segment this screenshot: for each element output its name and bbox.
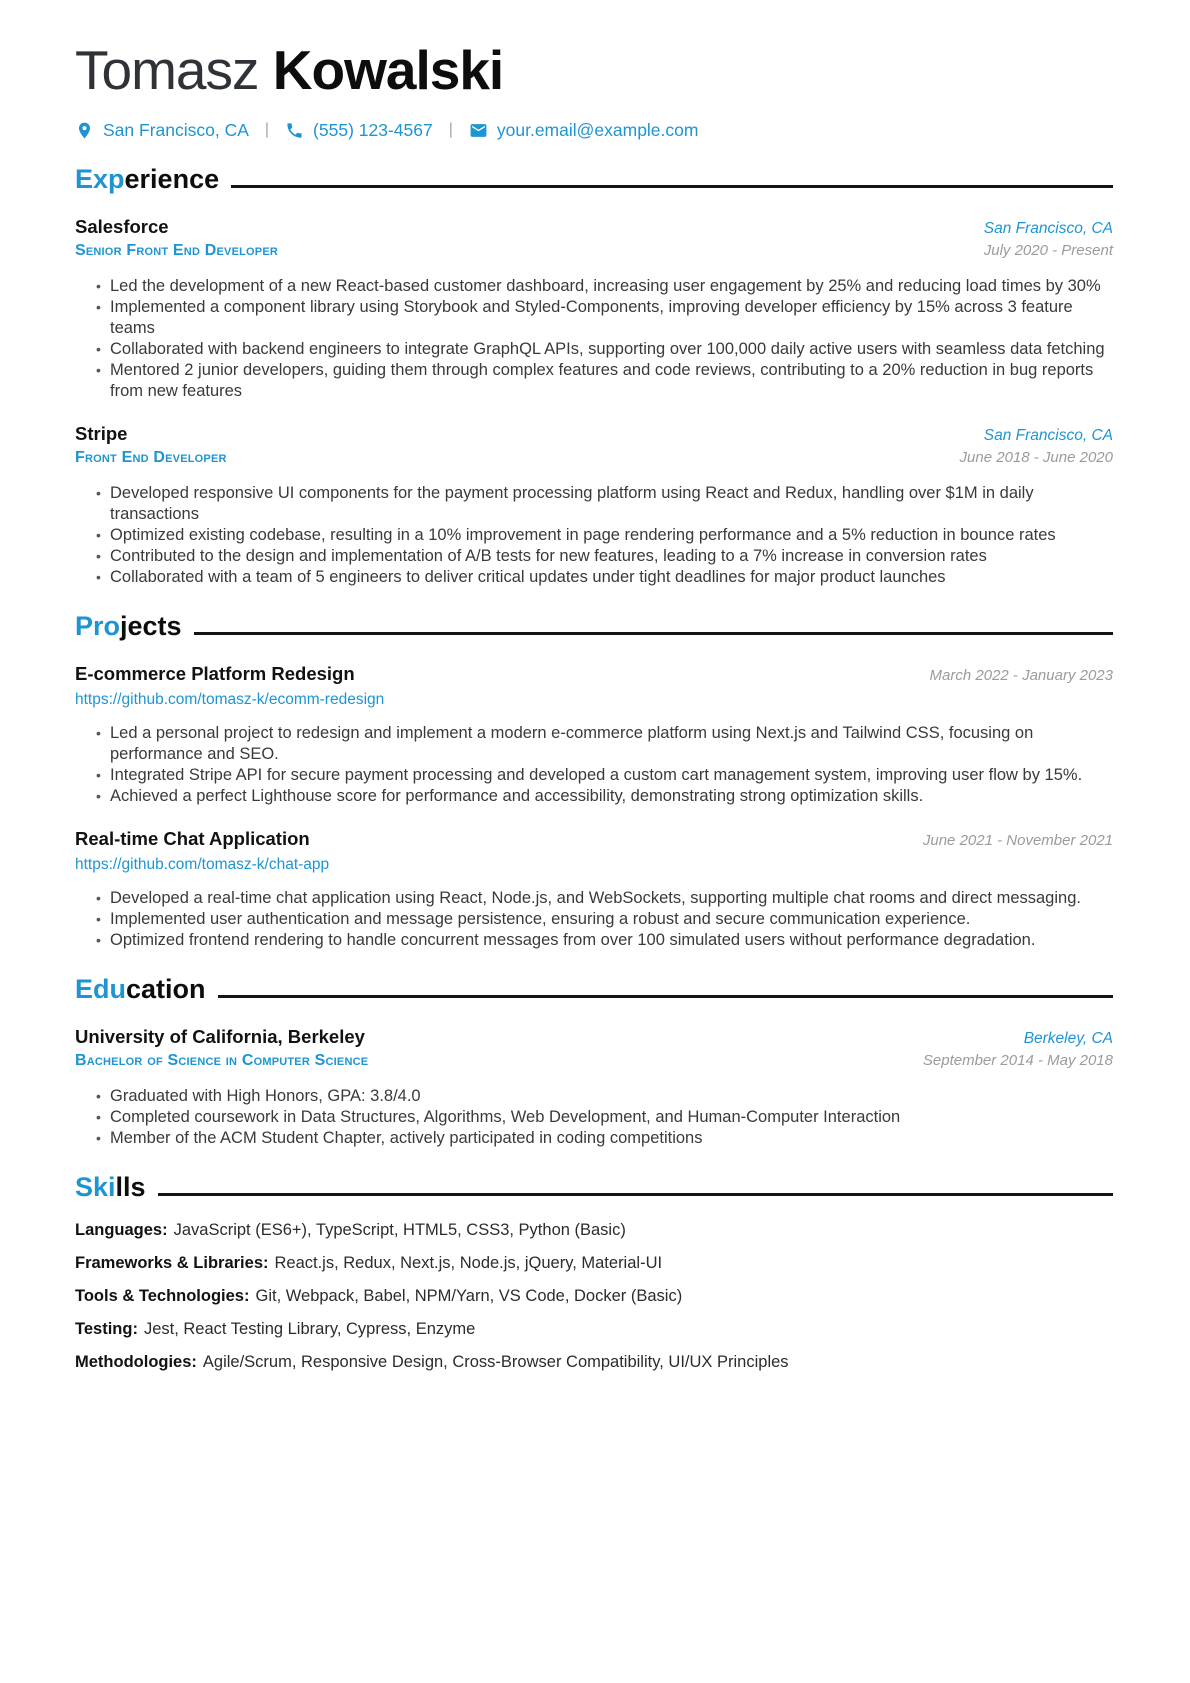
- contact-separator: |: [448, 121, 453, 139]
- bullet-item: • Graduated with High Honors, GPA: 3.8/4.0: [75, 1086, 1113, 1107]
- education-heading-rest: cation: [126, 973, 206, 1004]
- heading-rule: [158, 1193, 1113, 1196]
- skill-row: [75, 1286, 1113, 1307]
- section-skills: [75, 1172, 1113, 1373]
- projects-heading-accent: Pro: [75, 610, 121, 641]
- contact-location: [75, 120, 249, 141]
- contact-phone-text: (555) 123-4567: [313, 119, 433, 140]
- education-heading-accent: Edu: [75, 973, 126, 1004]
- skills-list: [75, 1220, 1113, 1373]
- education-bullet-list: [75, 1086, 1113, 1149]
- skill-label: Testing:: [75, 1319, 138, 1338]
- contact-phone: [285, 120, 433, 141]
- location-pin-icon: [75, 121, 94, 140]
- bullet-item: • Achieved a perfect Lighthouse score for performance and accessibility, demonstrating strong optimization skills.: [75, 786, 1113, 807]
- bullet-item: • Led the development of a new React-based customer dashboard, increasing user engagement by 25% and reducing load times by 30%: [75, 276, 1113, 297]
- section-education: [75, 974, 1113, 1149]
- job-entry: [75, 422, 1113, 588]
- heading-rule: [218, 995, 1113, 998]
- projects-heading-rest: jects: [120, 610, 182, 641]
- bullet-item: • Developed a real-time chat application using React, Node.js, and WebSockets, supporting multiple chat rooms and direct messaging.: [75, 888, 1113, 909]
- contact-separator: |: [264, 121, 270, 139]
- bullet-item: • Optimized existing codebase, resulting in a 10% improvement in page rendering performance and a 5% reduction in bounce rates: [75, 525, 1113, 546]
- job-bullet-list: [75, 276, 1113, 402]
- project-url-link[interactable]: https://github.com/tomasz-k/ecomm-redesign: [75, 690, 385, 708]
- project-dates: March 2022 - January 2023: [929, 666, 1113, 684]
- projects-heading: [75, 611, 1113, 642]
- project-bullet-list: [75, 888, 1113, 951]
- company-name: Stripe: [75, 422, 128, 444]
- skill-label: Languages:: [75, 1220, 168, 1239]
- bullet-item: • Optimized frontend rendering to handle concurrent messages from over 100 simulated users without performance degradation.: [75, 930, 1113, 951]
- bullet-item: • Member of the ACM Student Chapter, actively participated in coding competitions: [75, 1128, 1113, 1149]
- phone-icon: [285, 121, 304, 140]
- contact-email: [469, 120, 699, 141]
- company-name: Salesforce: [75, 215, 169, 237]
- last-name: Kowalski: [272, 39, 504, 101]
- education-entry: [75, 1025, 1113, 1149]
- skill-row: [75, 1319, 1113, 1340]
- skill-values: React.js, Redux, Next.js, Node.js, jQuery, Material-UI: [274, 1253, 663, 1272]
- project-title: E-commerce Platform Redesign: [75, 662, 355, 684]
- skill-values: Jest, React Testing Library, Cypress, Enzyme: [143, 1319, 476, 1338]
- contact-location-text: San Francisco, CA: [103, 119, 249, 140]
- bullet-item: • Mentored 2 junior developers, guiding them through complex features and code reviews, contributing to a 20% reduction in bug reports from new features: [75, 360, 1113, 402]
- project-entry: [75, 827, 1113, 951]
- school-dates: September 2014 - May 2018: [922, 1051, 1113, 1069]
- job-position: Senior Front End Developer: [75, 241, 278, 259]
- education-heading: [75, 974, 1113, 1005]
- skill-label: Tools & Technologies:: [75, 1286, 250, 1305]
- skill-label: Frameworks & Libraries:: [75, 1253, 269, 1272]
- bullet-item: • Developed responsive UI components for the payment processing platform using React and Redux, handling over $1M in daily transactions: [75, 483, 1113, 525]
- bullet-item: • Integrated Stripe API for secure payment processing and developed a custom cart management system, improving user flow by 15%.: [75, 765, 1113, 786]
- job-position: Front End Developer: [75, 448, 227, 466]
- bullet-item: • Contributed to the design and implementation of A/B tests for new features, leading to a 7% increase in conversion rates: [75, 546, 1113, 567]
- job-dates: July 2020 - Present: [983, 241, 1113, 259]
- experience-heading: [75, 164, 1113, 195]
- skills-heading-rest: lls: [115, 1171, 146, 1202]
- bullet-item: • Implemented user authentication and message persistence, ensuring a robust and secure communication experience.: [75, 909, 1113, 930]
- skill-row: [75, 1352, 1113, 1373]
- degree: Bachelor of Science in Computer Science: [75, 1051, 369, 1069]
- contact-email-text: your.email@example.com: [496, 119, 699, 140]
- skill-label: Methodologies:: [75, 1352, 197, 1371]
- section-experience: [75, 164, 1113, 588]
- school-location: Berkeley, CA: [1023, 1029, 1113, 1047]
- first-name: Tomasz: [75, 39, 259, 101]
- skill-row: [75, 1220, 1113, 1241]
- skill-row: [75, 1253, 1113, 1274]
- project-url-link[interactable]: https://github.com/tomasz-k/chat-app: [75, 855, 330, 873]
- job-dates: June 2018 - June 2020: [959, 448, 1113, 466]
- job-bullet-list: [75, 483, 1113, 588]
- job-entry: [75, 215, 1113, 402]
- bullet-item: • Led a personal project to redesign and implement a modern e-commerce platform using Next.js and Tailwind CSS, focusing on performance and SEO.: [75, 723, 1113, 765]
- contact-row: [75, 120, 1113, 141]
- institution-name: University of California, Berkeley: [75, 1025, 365, 1047]
- bullet-item: • Collaborated with a team of 5 engineers to deliver critical updates under tight deadlines for major product launches: [75, 567, 1113, 588]
- heading-rule: [194, 632, 1113, 635]
- project-title: Real-time Chat Application: [75, 827, 310, 849]
- section-projects: [75, 611, 1113, 951]
- experience-heading-accent: Exp: [75, 163, 125, 194]
- experience-heading-rest: erience: [124, 163, 220, 194]
- job-location: San Francisco, CA: [983, 219, 1113, 237]
- job-location: San Francisco, CA: [983, 426, 1113, 444]
- skill-values: JavaScript (ES6+), TypeScript, HTML5, CSS3, Python (Basic): [173, 1220, 626, 1239]
- bullet-item: • Implemented a component library using Storybook and Styled-Components, improving developer efficiency by 15% across 3 feature teams: [75, 297, 1113, 339]
- project-dates: June 2021 - November 2021: [922, 831, 1113, 849]
- skills-heading: [75, 1172, 1113, 1203]
- candidate-name: [75, 39, 1113, 101]
- bullet-item: • Collaborated with backend engineers to integrate GraphQL APIs, supporting over 100,000 daily active users with seamless data fetching: [75, 339, 1113, 360]
- project-bullet-list: [75, 723, 1113, 807]
- bullet-item: • Completed coursework in Data Structures, Algorithms, Web Development, and Human-Computer Interaction: [75, 1107, 1113, 1128]
- skill-values: Agile/Scrum, Responsive Design, Cross-Browser Compatibility, UI/UX Principles: [202, 1352, 789, 1371]
- envelope-icon: [469, 121, 488, 140]
- skills-heading-accent: Ski: [75, 1171, 116, 1202]
- heading-rule: [231, 185, 1113, 188]
- skill-values: Git, Webpack, Babel, NPM/Yarn, VS Code, Docker (Basic): [255, 1286, 683, 1305]
- project-entry: [75, 662, 1113, 807]
